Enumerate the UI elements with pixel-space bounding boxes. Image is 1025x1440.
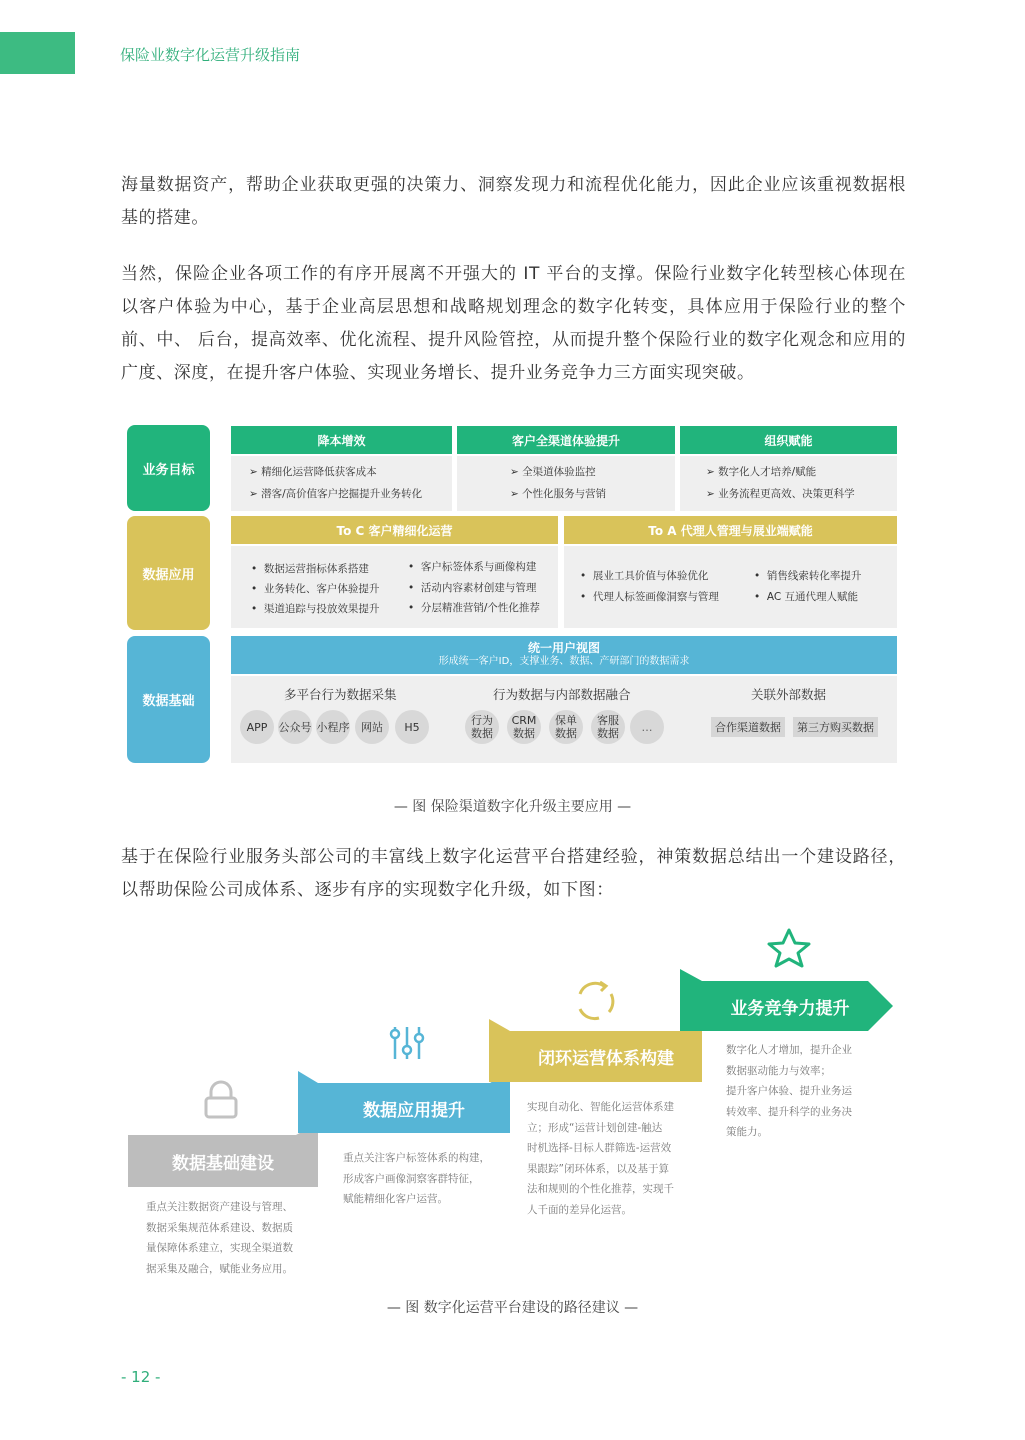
row-label-app: 数据应用	[127, 516, 210, 630]
step-4-description: 数字化人才增加，提升企业 数据驱动能力与效率； 提升客户体验、提升业务运 转效率、提升科学的业务决 策能力。	[726, 1044, 852, 1138]
goal-item: ➢ 全渠道体验监控	[510, 466, 596, 478]
app-header-toc: To C 客户精细化运营	[231, 516, 558, 544]
star-icon	[769, 930, 809, 966]
header-title: 保险业数字化运营升级指南	[120, 46, 301, 64]
app-item: • AC 互通代理人赋能	[754, 591, 859, 603]
goal-item: ➢ 潜客/高价值客户挖掘提升业务转化	[249, 488, 423, 500]
row-label-base: 数据基础	[127, 636, 210, 763]
app-header-toa: To A 代理人管理与展业端赋能	[564, 516, 897, 544]
data-crm: CRM 数据	[507, 710, 541, 744]
unified-view-subtitle: 形成统一客户ID，支撑业务、数据、产研部门的数据需求	[438, 656, 690, 667]
row-label-goal: 业务目标	[127, 425, 210, 511]
step-2-description: 重点关注客户标签体系的构建， 形成客户画像洞察客群特征， 赋能精细化客户运营。	[343, 1152, 490, 1205]
goal-item: ➢ 精细化运营降低获客成本	[249, 466, 377, 478]
unified-view-title: 统一用户视图	[527, 641, 600, 655]
data-policy: 保单 数据	[549, 710, 583, 744]
step-2-title: 数据应用提升	[363, 1100, 465, 1121]
data-more: …	[630, 710, 664, 744]
app-item: • 活动内容素材创建与管理	[408, 582, 537, 594]
paragraph-1: 海量数据资产，帮助企业获取更强的决策力、洞察发现力和流程优化能力，因此企业应该重视数据根基的搭建。	[121, 175, 906, 228]
source-mini-program: 小程序	[316, 710, 350, 744]
app-item: • 渠道追踪与投放效果提升	[251, 603, 380, 615]
base-group-title-1: 多平台行为数据采集	[284, 687, 397, 702]
app-item: • 展业工具价值与体验优化	[580, 570, 709, 582]
app-item: • 销售线索转化率提升	[754, 570, 862, 582]
figure-caption-1: — 图 保险渠道数字化升级主要应用 —	[393, 799, 632, 815]
step-1-description: 重点关注数据资产建设与管理、 数据采集规范体系建设、数据质 量保障体系建立，实现全渠道数 据采集及融合，赋能业务应用。	[146, 1201, 293, 1275]
step-4-title: 业务竞争力提升	[730, 998, 850, 1019]
app-item: • 数据运营指标体系搭建	[251, 563, 369, 575]
app-item: • 代理人标签画像洞察与管理	[580, 591, 719, 603]
source-website: 网站	[355, 710, 389, 744]
step-1-title: 数据基础建设	[172, 1153, 274, 1174]
app-item: • 分层精准营销/个性化推荐	[408, 602, 540, 614]
base-group-title-2: 行为数据与内部数据融合	[493, 687, 631, 702]
cycle-icon	[580, 982, 613, 1019]
paragraph-3: 基于在保险行业服务头部公司的丰富线上数字化运营平台搭建经验，神策数据总结出一个建设路径，以帮助保险公司成体系、逐步有序的实现数字化升级，如下图：	[121, 847, 906, 900]
figure-caption-2: — 图 数字化运营平台建设的路径建议 —	[386, 1300, 639, 1316]
source-h5: H5	[395, 710, 429, 744]
step-3-title: 闭环运营体系构建	[538, 1049, 674, 1069]
page-number: - 12 -	[121, 1368, 161, 1386]
goal-header-3: 组织赋能	[680, 426, 897, 454]
goal-item: ➢ 个性化服务与营销	[510, 488, 607, 500]
app-item: • 客户标签体系与画像构建	[408, 561, 537, 573]
source-wechat-account: 公众号	[278, 710, 312, 744]
goal-header-2: 客户全渠道体验提升	[457, 426, 675, 454]
source-app: APP	[240, 710, 274, 744]
external-third-party-data: 第三方购买数据	[793, 717, 878, 737]
data-service: 客服 数据	[591, 710, 625, 744]
app-item: • 业务转化、客户体验提升	[251, 583, 380, 595]
lock-icon	[206, 1082, 236, 1117]
goal-header-1: 降本增效	[231, 426, 452, 454]
step-3-description: 实现自动化、智能化运营体系建 立；形成“运营计划创建-触达 时机选择-目标人群筛选-运营效 果跟踪”闭环体系，以及基于算 法和规则的个性化推荐，实现千 人千面的差异化运营。	[527, 1101, 674, 1216]
external-partner-data: 合作渠道数据	[711, 717, 785, 737]
sliders-icon	[391, 1027, 423, 1059]
goal-item: ➢ 数字化人才培养/赋能	[706, 466, 817, 478]
paragraph-2: 当然，保险企业各项工作的有序开展离不开强大的 IT 平台的支撑。保险行业数字化转型核心体现在以客户体验为中心，基于企业高层思想和战略规划理念的数字化转变，具体应用于保险行业的整个前、中、 后台，提高效率、优化流程、提升风险管控，从而提升整个保险行业的数字化观念和应用的广度、深度，在提升客户体验、实现业务增长、提升业务竞争力三方面实现突破。	[121, 264, 906, 383]
base-group-title-3: 关联外部数据	[751, 687, 827, 702]
data-behavior: 行为 数据	[465, 710, 499, 744]
goal-item: ➢ 业务流程更高效、决策更科学	[706, 488, 855, 500]
